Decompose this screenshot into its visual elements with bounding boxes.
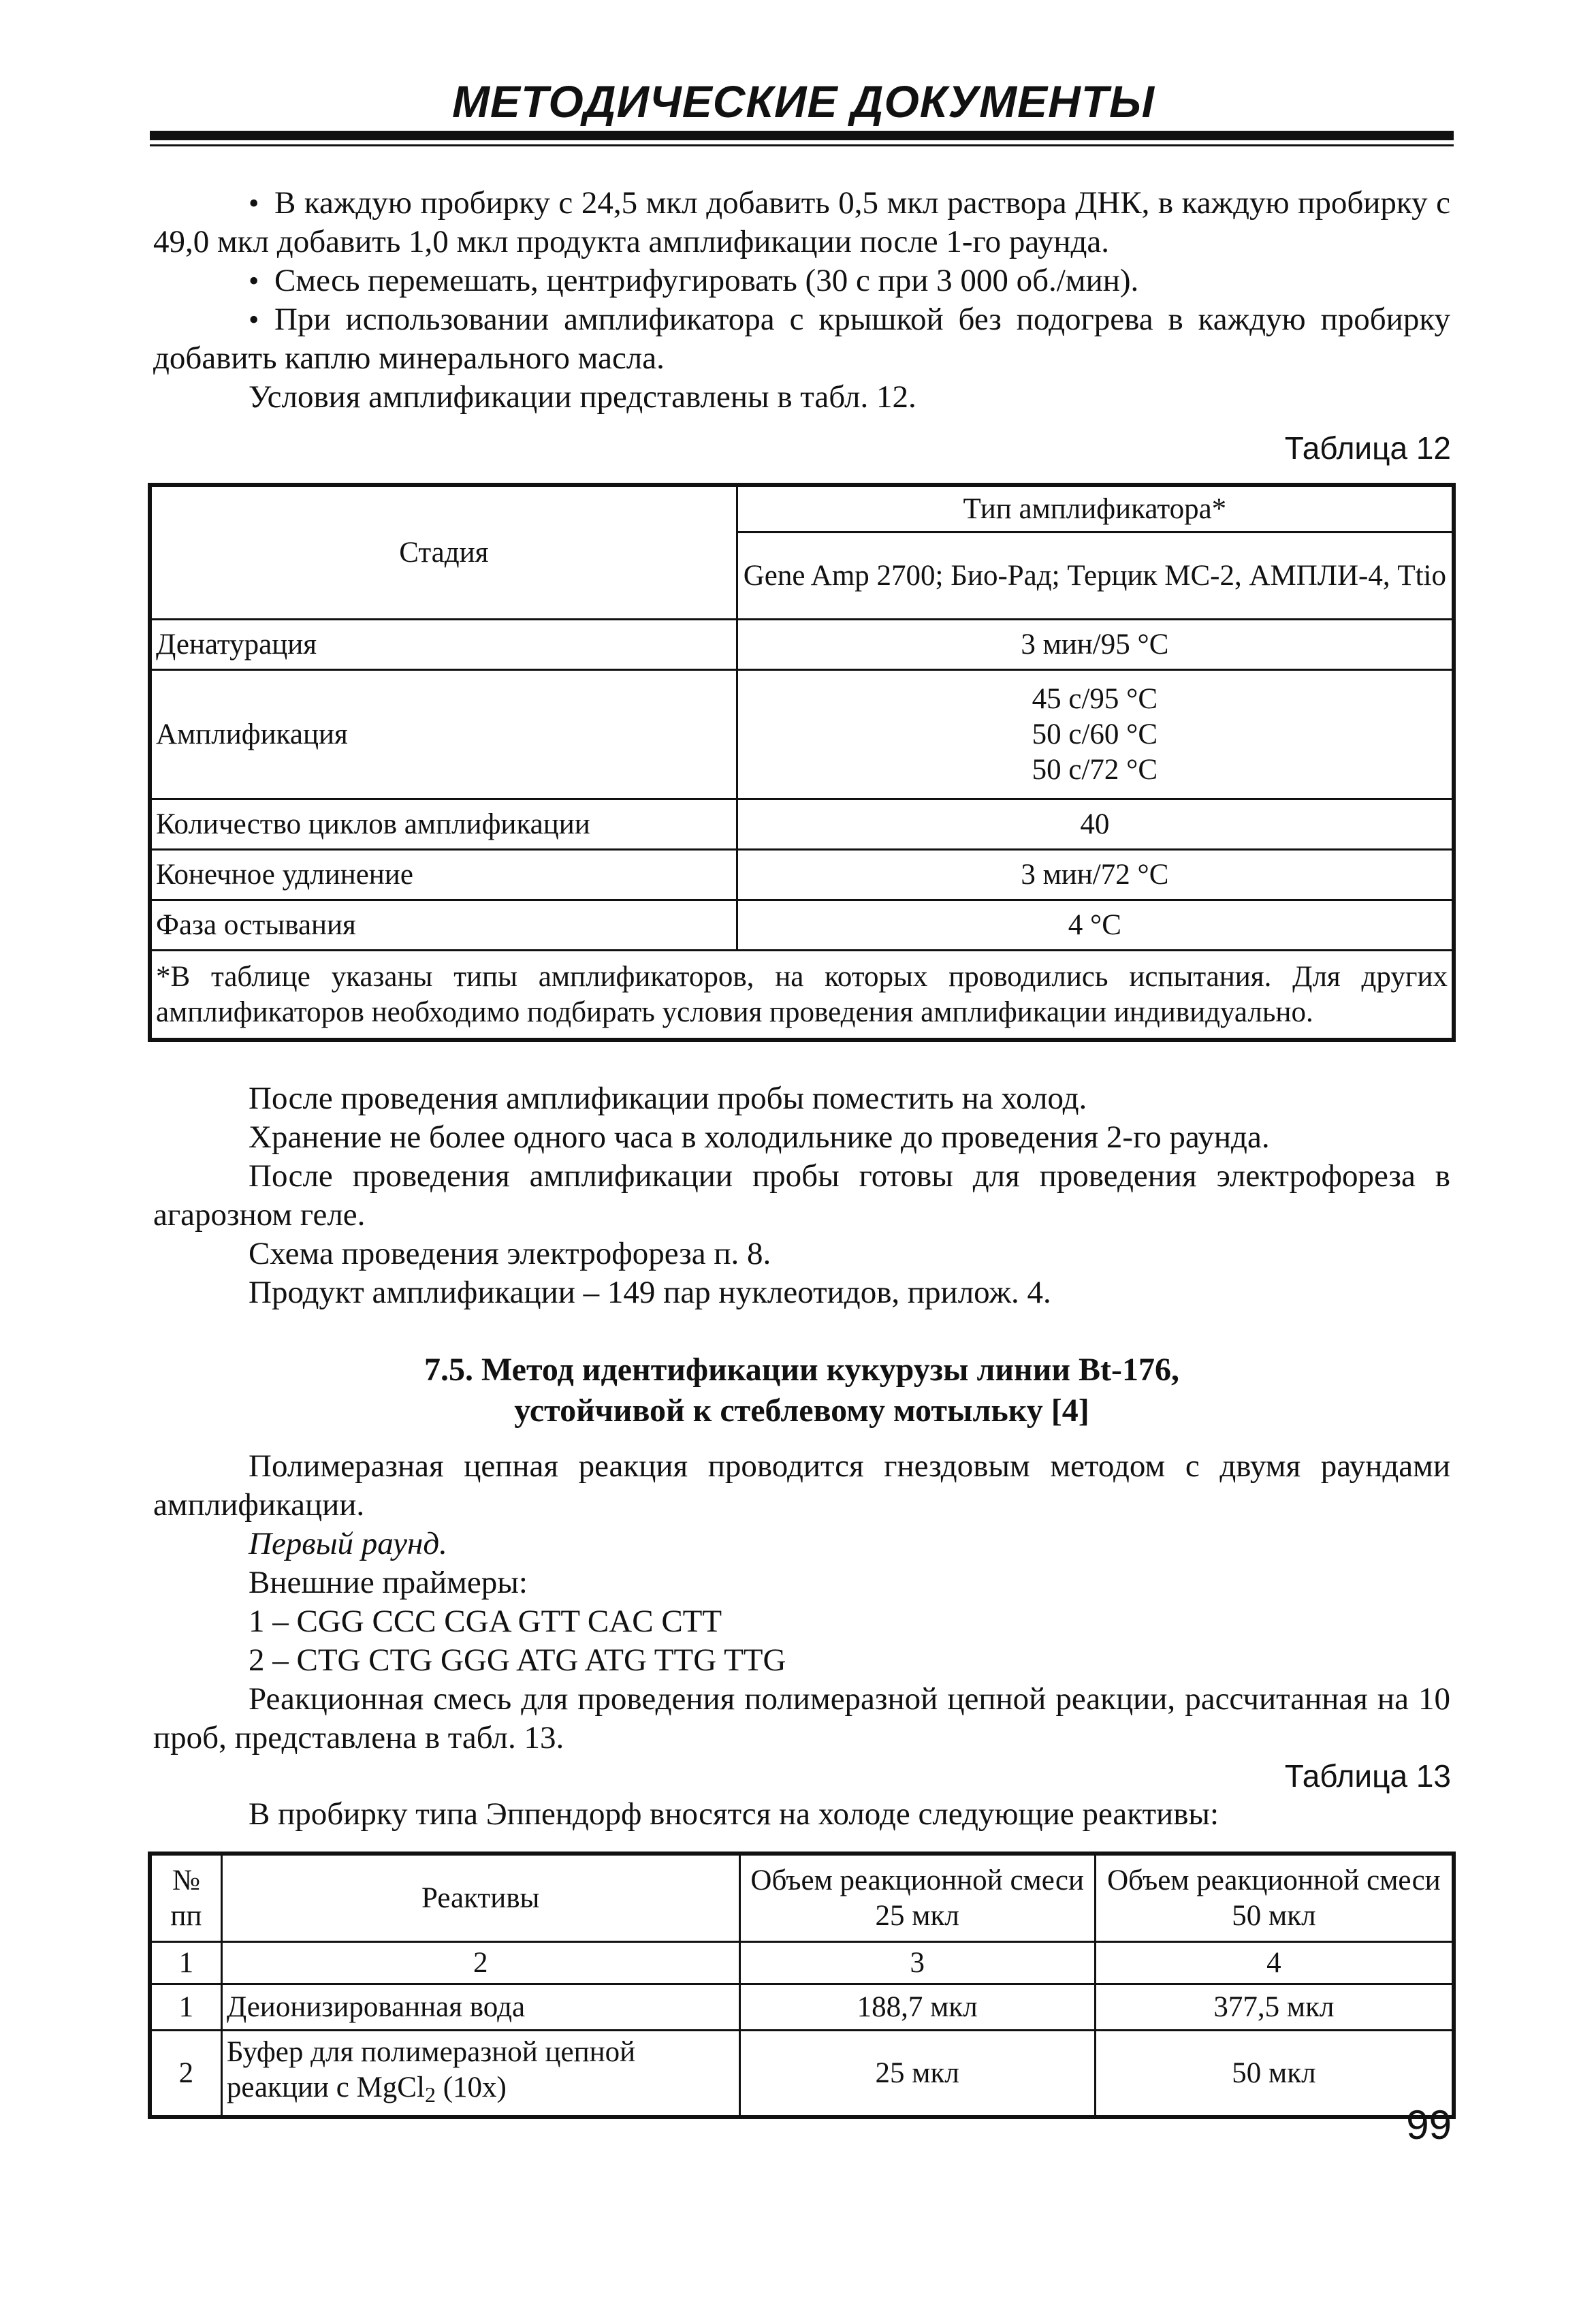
page-number: 99	[1406, 2102, 1452, 2148]
table-cell: 377,5 мкл	[1095, 1984, 1452, 2031]
table-cell: Количество циклов амплификации	[151, 799, 737, 850]
paragraph: После проведения амплификации пробы готовы для проведения электрофореза в агарозном геле.	[153, 1158, 1450, 1233]
table-row	[151, 850, 1453, 900]
bullet-icon: •	[249, 303, 259, 336]
bullet-item: • При использовании амплификатора с крышкой без подогрева в каждую пробирку добавить каплю минерального масла.	[153, 302, 1450, 376]
table-cell: Буфер для полимеразной цепной реакции с MgCl$_2$ (10х)	[221, 2031, 739, 2116]
table-cell: 3 мин/72 °С	[737, 850, 1452, 900]
section-text	[153, 1447, 1450, 1758]
table-row	[151, 2031, 1453, 2116]
paragraph: Условия амплификации представлены в табл. 12.	[249, 379, 916, 415]
table-cell: 25 мкл	[739, 2031, 1095, 2116]
table-header-cell: Объем реакционной смеси 50 мкл	[1095, 1855, 1452, 1942]
paragraph: Реакционная смесь для проведения полимеразной цепной реакции, рассчитанная на 10 проб, представлена в табл. 13.	[153, 1681, 1450, 1755]
tube-instruction	[153, 1795, 1450, 1834]
reagents-table	[150, 1854, 1454, 2117]
table-caption: Таблица 12	[1284, 430, 1451, 466]
table-header-cell: Объем реакционной смеси 25 мкл	[739, 1855, 1095, 1942]
table-header-cell: Стадия	[151, 486, 737, 620]
table-cell: 188,7 мкл	[739, 1984, 1095, 2031]
bullet-item: • В каждую пробирку с 24,5 мкл добавить 0,5 мкл раствора ДНК, в каждую пробирку с 49,0 мкл добавить 1,0 мкл продукта амплификации после 1-го раунда.	[153, 185, 1450, 259]
table-row	[151, 1942, 1453, 1984]
header-rule-thin	[150, 144, 1454, 146]
paragraph: Внешние праймеры:	[249, 1565, 528, 1600]
table-header-cell: Gene Amp 2700; Био-Рад; Терцик МС-2, АМПЛИ-4, Ttio	[737, 533, 1452, 620]
header-rule	[150, 131, 1454, 140]
after-amplification-text	[153, 1079, 1450, 1312]
table-cell: 40	[737, 799, 1452, 850]
table-cell: 3 мин/95 °С	[737, 620, 1452, 670]
section-heading: 7.5. Метод идентификации кукурузы линии Bt-176, устойчивой к стеблевому мотыльку [4]	[424, 1352, 1180, 1429]
table-row	[151, 1984, 1453, 2031]
table-header-cell: Тип амплификатора*	[737, 486, 1452, 533]
paragraph: Схема проведения электрофореза п. 8.	[249, 1236, 771, 1271]
table-cell: Амплификация	[151, 670, 737, 799]
table-cell: Фаза остывания	[151, 900, 737, 951]
table-cell: 1	[151, 1942, 222, 1984]
bullet-list	[153, 184, 1450, 417]
primer: 1 – CGG CCC CGA GTT CAC CTT	[249, 1604, 722, 1639]
table-header-cell: Реактивы	[221, 1855, 739, 1942]
paragraph: Хранение не более одного часа в холодильнике до проведения 2-го раунда.	[249, 1119, 1270, 1155]
bullet-icon: •	[249, 264, 259, 298]
amplification-conditions-table	[150, 485, 1454, 1040]
table-row	[151, 951, 1453, 1039]
table-cell: Деионизированная вода	[221, 1984, 739, 2031]
bullet-icon: •	[249, 187, 259, 220]
paragraph: После проведения амплификации пробы поместить на холод.	[249, 1081, 1087, 1116]
table-cell: Конечное удлинение	[151, 850, 737, 900]
table-cell: 3	[739, 1942, 1095, 1984]
table-cell: 4 °С	[737, 900, 1452, 951]
primer: 2 – CTG CTG GGG ATG ATG TTG TTG	[249, 1642, 786, 1678]
table-caption: Таблица 13	[1284, 1758, 1451, 1794]
table-header-cell: № пп	[151, 1855, 222, 1942]
paragraph: Полимеразная цепная реакция проводится гнездовым методом с двумя раундами амплификации.	[153, 1448, 1450, 1523]
table-footnote: *В таблице указаны типы амплификаторов, на которых проводились испытания. Для других амплификаторов необходимо подбирать условия проведения амплификации индивидуально.	[151, 951, 1453, 1039]
table-cell: 50 мкл	[1095, 2031, 1452, 2116]
running-header: МЕТОДИЧЕСКИЕ ДОКУМЕНТЫ	[451, 76, 1155, 127]
table-row	[151, 670, 1453, 799]
table-cell: 4	[1095, 1942, 1452, 1984]
bullet-item: • Смесь перемешать, центрифугировать (30 с при 3 000 об./мин).	[153, 261, 1450, 300]
table-cell: 2	[151, 2031, 222, 2116]
table-cell: 45 с/95 °С 50 с/60 °С 50 с/72 °С	[737, 670, 1452, 799]
table-row	[151, 620, 1453, 670]
table-row	[151, 900, 1453, 951]
table-cell: Денатурация	[151, 620, 737, 670]
table-cell: 2	[221, 1942, 739, 1984]
paragraph: В пробирку типа Эппендорф вносятся на холоде следующие реактивы:	[249, 1796, 1219, 1832]
paragraph: Первый раунд.	[249, 1526, 447, 1561]
table-row	[151, 799, 1453, 850]
paragraph: Продукт амплификации – 149 пар нуклеотидов, прилож. 4.	[249, 1275, 1051, 1310]
table-cell: 1	[151, 1984, 222, 2031]
